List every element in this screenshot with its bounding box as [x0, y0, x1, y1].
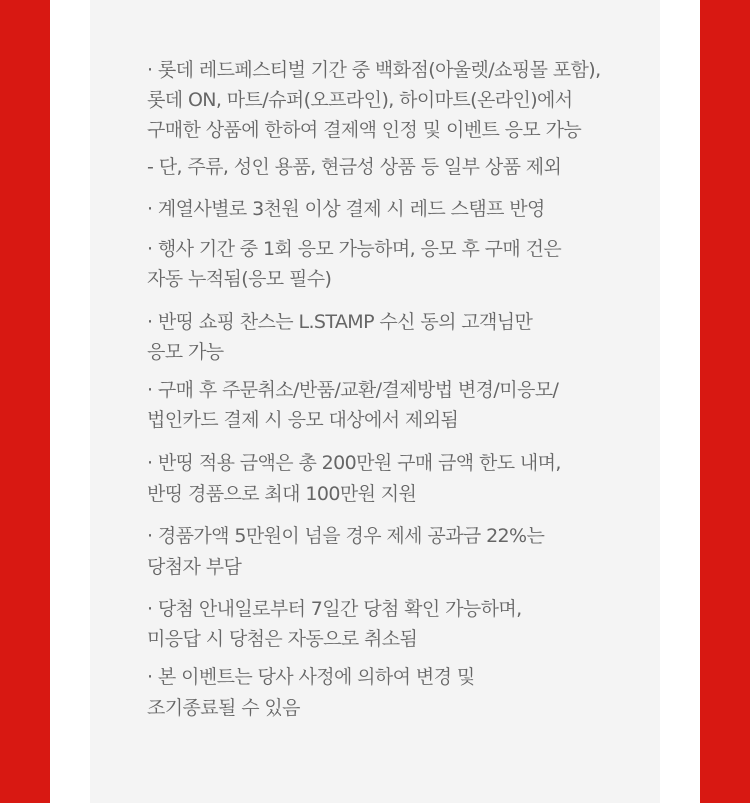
notice-line: · 행사 기간 중 1회 응모 가능하며, 응모 후 구매 건은 [147, 238, 562, 260]
notice-line: 응모 가능 [147, 341, 224, 363]
notice-list [90, 0, 660, 803]
right-red-band [700, 0, 750, 803]
notice-line: 롯데 ON, 마트/슈퍼(오프라인), 하이마트(온라인)에서 [147, 89, 573, 111]
notice-line: · 반띵 적용 금액은 총 200만원 구매 금액 한도 내며, [147, 452, 561, 474]
notice-line: · 롯데 레드페스티벌 기간 중 백화점(아울렛/쇼핑몰 포함), [147, 59, 601, 81]
notice-line: 조기종료될 수 있음 [147, 697, 300, 719]
notice-line: · 계열사별로 3천원 이상 결제 시 레드 스탬프 반영 [147, 198, 545, 220]
notice-line: - 단, 주류, 성인 용품, 현금성 상품 등 일부 상품 제외 [147, 156, 562, 178]
notice-line: · 본 이벤트는 당사 사정에 의하여 변경 및 [147, 666, 475, 688]
notice-line: 법인카드 결제 시 응모 대상에서 제외됨 [147, 409, 459, 431]
left-red-band [0, 0, 50, 803]
notice-line: · 반띵 쇼핑 찬스는 L.STAMP 수신 동의 고객님만 [147, 311, 533, 333]
notice-line: 자동 누적됨(응모 필수) [147, 268, 332, 290]
notice-line: · 당첨 안내일로부터 7일간 당첨 확인 가능하며, [147, 598, 522, 620]
notice-line: 구매한 상품에 한하여 결제액 인정 및 이벤트 응모 가능 [147, 119, 582, 141]
notice-line: · 구매 후 주문취소/반품/교환/결제방법 변경/미응모/ [147, 379, 559, 401]
notice-line: · 경품가액 5만원이 넘을 경우 제세 공과금 22%는 [147, 525, 545, 547]
notice-line: 당첨자 부담 [147, 556, 242, 578]
notice-panel [90, 0, 660, 803]
notice-line: 미응답 시 당첨은 자동으로 취소됨 [147, 628, 418, 650]
notice-line: 반띵 경품으로 최대 100만원 지원 [147, 483, 417, 505]
